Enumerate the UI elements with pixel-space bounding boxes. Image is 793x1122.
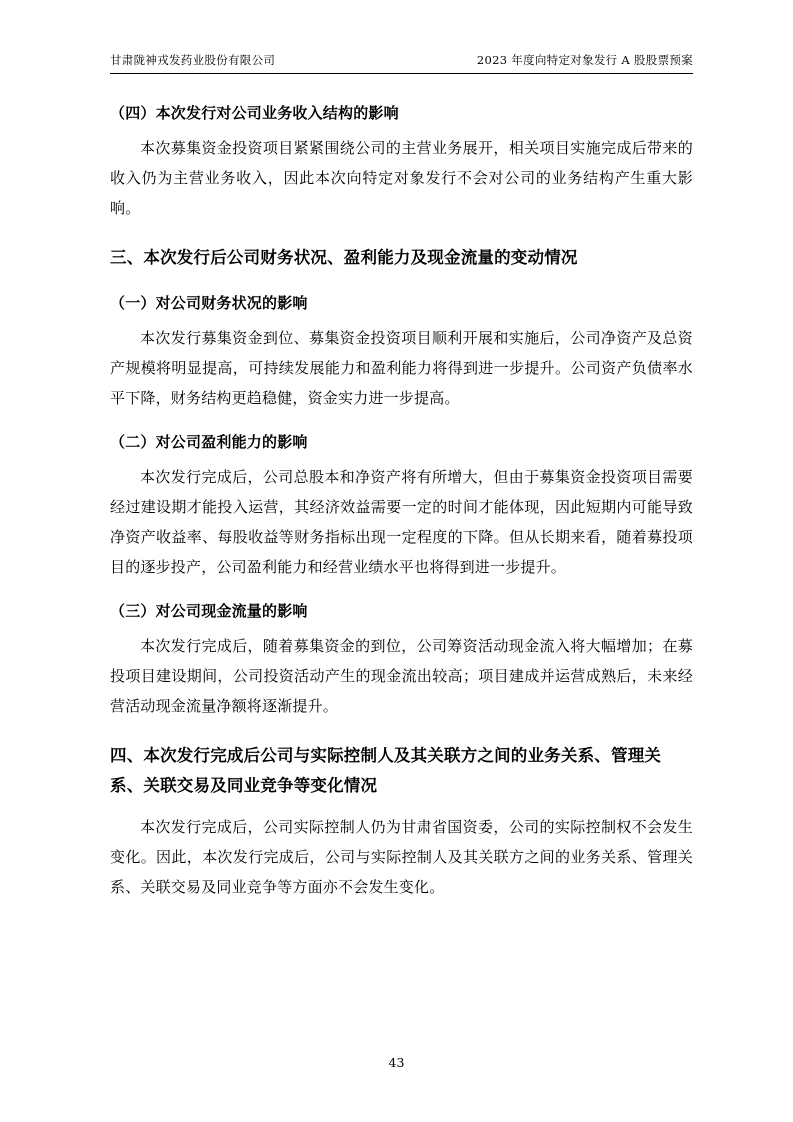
paragraph: 本次发行完成后，公司总股本和净资产将有所增大，但由于募集资金投资项目需要经过建设期才能投入运营，其经济效益需要一定的时间才能体现，因此短期内可能导致净资产收益率、每股收益等财务指标出现一定程度的下降。但从长期来看，随着募投项目的逐步投产，公司盈利能力和经营业绩水平也将得到进一步提升。 [110, 467, 693, 576]
heading-section-4: 四、本次发行完成后公司与实际控制人及其关联方之间的业务关系、管理关系、关联交易及同业竞争等变化情况 [110, 745, 662, 796]
page-number: 43 [388, 1055, 405, 1070]
header-document-title: 2023 年度向特定对象发行 A 股股票预案 [476, 53, 693, 67]
paragraph: 本次发行完成后，公司实际控制人仍为甘肃省国资委，公司的实际控制权不会发生变化。因此，本次发行完成后，公司与实际控制人及其关联方之间的业务关系、管理关系、关联交易及同业竞争等方面亦不会发生变化。 [110, 817, 693, 896]
heading-sub-1: （一）对公司财务状况的影响 [110, 293, 308, 312]
paragraph: 本次发行募集资金到位、募集资金投资项目顺利开展和实施后，公司净资产及总资产规模将明显提高，可持续发展能力和盈利能力将得到进一步提升。公司资产负债率水平下降，财务结构更趋稳健，资金实力进一步提高。 [110, 328, 693, 407]
paragraph: 本次募集资金投资项目紧紧围绕公司的主营业务展开，相关项目实施完成后带来的收入仍为主营业务收入，因此本次向特定对象发行不会对公司的业务结构产生重大影响。 [110, 139, 693, 217]
heading-section-3: 三、本次发行后公司财务状况、盈利能力及现金流量的变动情况 [110, 248, 578, 267]
heading-sub-4: （四）本次发行对公司业务收入结构的影响 [110, 104, 399, 122]
paragraph: 本次发行完成后，随着募集资金的到位，公司筹资活动现金流入将大幅增加；在募投项目建设期间，公司投资活动产生的现金流出较高；项目建成并运营成熟后，未来经营活动现金流量净额将逐渐提升。 [110, 636, 693, 715]
heading-sub-2: （二）对公司盈利能力的影响 [110, 432, 308, 451]
heading-sub-3: （三）对公司现金流量的影响 [110, 601, 308, 620]
header-company-name: 甘肃陇神戎发药业股份有限公司 [110, 53, 276, 67]
document-body [110, 100, 693, 902]
running-header [110, 52, 693, 74]
